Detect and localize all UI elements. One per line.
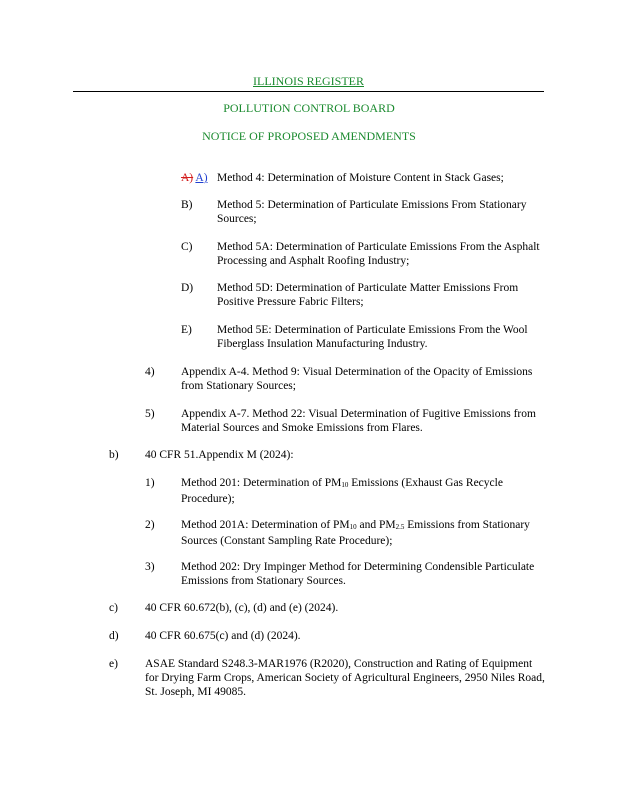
item-label: D) [181,282,194,294]
item-label: d) [109,630,119,642]
notice-title: NOTICE OF PROPOSED AMENDMENTS [202,129,416,143]
item-text: Method 202: Dry Impinger Method for Determining Condensible Particulate Emissions from Stationary Sources. [181,561,535,587]
item-text: Method 201: Determination of $PM_{10}$ Emissions (Exhaust Gas Recycle Procedure); [181,477,503,505]
item-text: Method 5D: Determination of Particulate Matter Emissions From Positive Pressure Fabric Filters; [217,282,519,308]
item-text: 40 CFR 60.672(b), (c), (d) and (e) (2024). [145,602,339,614]
item-label: 1) [145,477,155,489]
item-label [181,171,208,185]
register-title: ILLINOIS REGISTER [253,74,364,88]
item-text: Appendix A-7. Method 22: Visual Determination of Fugitive Emissions from Material Sources and Smoke Emissions from Flares. [181,408,536,434]
board-title: POLLUTION CONTROL BOARD [223,101,395,115]
item-label: 2) [145,519,155,531]
item-text: Method 4: Determination of Moisture Content in Stack Gases; [217,172,504,184]
item-text: ASAE Standard S248.3-MAR1976 (R2020), Construction and Rating of Equipment for Drying Farm Crops, American Society of Agricultural Engineers, 2950 Niles Road, St. Joseph, MI 49085. [145,658,545,698]
item-text: Method 5: Determination of Particulate Emissions From Stationary Sources; [217,199,527,225]
item-label: C) [181,241,193,253]
register-header [73,72,544,92]
item-label: 4) [145,366,155,378]
item-text: Method 201A: Determination of $PM_{10}$ and $PM_{2.5}$ Emissions from Stationary Sources (Constant Sampling Rate Procedure); [181,519,530,547]
item-label: 5) [145,408,155,420]
item-label: c) [109,602,118,614]
inserted-label: A) [195,172,208,184]
item-label: e) [109,658,118,670]
item-label: b) [109,449,119,461]
item-text: Method 5A: Determination of Particulate Emissions From the Asphalt Processing and Asphalt Roofing Industry; [217,241,540,267]
item-text: 40 CFR 60.675(c) and (d) (2024). [145,630,301,642]
item-label: B) [181,199,193,211]
deleted-label: A) [181,172,194,184]
item-text: 40 CFR 51.Appendix M (2024): [145,449,294,461]
item-text: Method 5E: Determination of Particulate Emissions From the Wool Fiberglass Insulation Manufacturing Industry. [217,324,528,350]
item-label: E) [181,324,192,336]
item-text: Appendix A-4. Method 9: Visual Determination of the Opacity of Emissions from Stationary Sources; [181,366,533,392]
item-label: 3) [145,561,155,573]
